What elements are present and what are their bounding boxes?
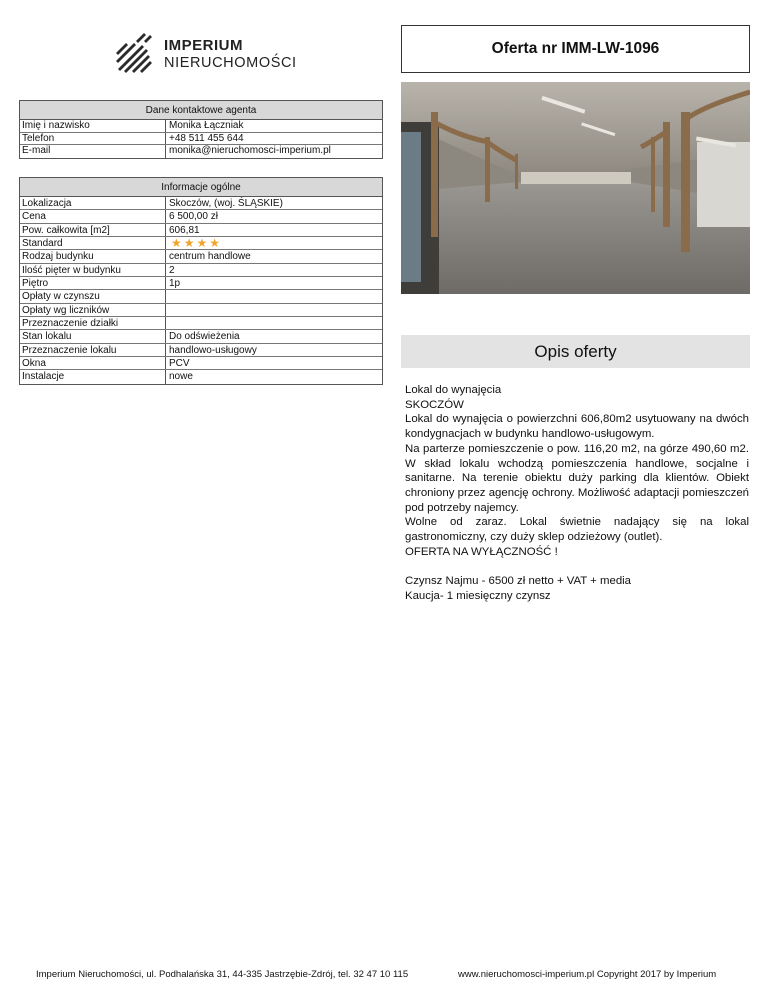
table-row [20,133,382,146]
company-logo [114,33,297,79]
row-label: Telefon [20,133,166,145]
description-line: OFERTA NA WYŁĄCZNOŚĆ ! [405,545,558,558]
footer-website-copyright: www.nieruchomosci-imperium.pl Copyright 2017 by Imperium [458,969,717,980]
description-line: SKOCZÓW [405,398,464,411]
star-rating [169,237,382,249]
row-value [166,290,382,302]
star-icon: ★ [209,237,221,250]
general-info-header: Informacje ogólne [20,178,382,197]
standard-rating [166,237,382,249]
row-label: Imię i nazwisko [20,120,166,132]
table-row [20,224,382,237]
row-value: nowe [169,371,193,383]
row-label: Instalacje [20,370,166,383]
table-row [20,290,382,303]
table-row [20,250,382,263]
row-value: 2 [169,264,175,276]
table-row [20,357,382,370]
deposit-info: Kaucja- 1 miesięczny czynsz [405,589,551,602]
row-value [166,317,382,329]
row-value: Monika Łączniak [169,120,244,131]
row-label: Opłaty w czynszu [20,290,166,302]
diagonal-stripes-logo-icon [114,33,160,77]
description-line: Na parterze pomieszczenie o pow. 116,20 m2, na górze 490,60 m2. W skład lokalu wchodzą pomieszczenia handlowe, socjalne i sanitarne. Na terenie obiektu duży parking dla klientów. Obiekt chroniony przez agencję ochrony. Możliwość adaptacji pomieszczeń pod potrzeby najemcy. [405,442,749,514]
general-info-table [19,177,383,385]
row-value [166,304,382,316]
row-label: Przeznaczenie działki [20,317,166,329]
table-row [20,317,382,330]
logo-line1: IMPERIUM [164,37,243,54]
table-row [20,344,382,357]
contact-table-header: Dane kontaktowe agenta [20,101,382,120]
row-value: PCV [169,358,190,370]
footer-address: Imperium Nieruchomości, ul. Podhalańska 31, 44-335 Jastrzębie-Zdrój, tel. 32 47 10 115 [36,969,409,980]
row-value: +48 511 455 644 [169,132,244,144]
offer-number-title: Oferta nr IMM-LW-1096 [401,25,750,73]
rent-info: Czynsz Najmu - 6500 zł netto + VAT + media [405,575,632,588]
row-label: Pow. całkowita [m2] [20,224,166,236]
row-label: Lokalizacja [20,197,166,209]
row-label: Piętro [20,277,166,289]
description-header: Opis oferty [401,335,750,368]
row-value: 1p [169,278,181,290]
table-row [20,370,382,383]
row-value: centrum handlowe [169,251,251,263]
logo-line2: NIERUCHOMOŚCI [164,55,297,71]
description-line: Lokal do wynajęcia o powierzchni 606,80m2 usytuowany na dwóch kondygnacjach w budynku handlowo-usługowym. [405,413,749,441]
contact-table [19,100,383,159]
property-photo [401,82,750,294]
row-value: Skoczów, (woj. ŚLĄSKIE) [169,198,283,209]
table-row [20,237,382,250]
description-line: Wolne od zaraz. Lokal świetnie nadający się na lokal gastronomiczny, czy duży sklep odzieżowy (outlet). [405,516,749,544]
star-icon: ★ [183,237,195,250]
row-label: Rodzaj budynku [20,250,166,262]
row-value: 6 500,00 zł [169,211,218,223]
row-label: Stan lokalu [20,330,166,342]
table-row [20,210,382,223]
table-row [20,197,382,210]
row-label: Przeznaczenie lokalu [20,344,166,356]
star-icon: ★ [196,237,208,250]
row-label: Opłaty wg liczników [20,304,166,316]
star-icon: ★ [171,237,182,250]
row-label: E-mail [20,145,166,158]
row-label: Standard [20,237,166,249]
row-value: handlowo-usługowy [169,344,257,356]
table-row [20,264,382,277]
interior-photo-illustration [401,82,750,294]
table-row [20,330,382,343]
offer-description [405,383,749,604]
table-row [20,120,382,133]
table-row [20,304,382,317]
row-label: Ilość pięter w budynku [20,264,166,276]
table-row [20,277,382,290]
row-value: monika@nieruchomosci-imperium.pl [169,145,331,157]
row-label: Okna [20,357,166,369]
table-row [20,145,382,158]
row-value: 606,81 [169,224,200,236]
row-value: Do odświeżenia [169,331,240,343]
description-line: Lokal do wynajęcia [405,384,502,396]
row-label: Cena [20,210,166,222]
